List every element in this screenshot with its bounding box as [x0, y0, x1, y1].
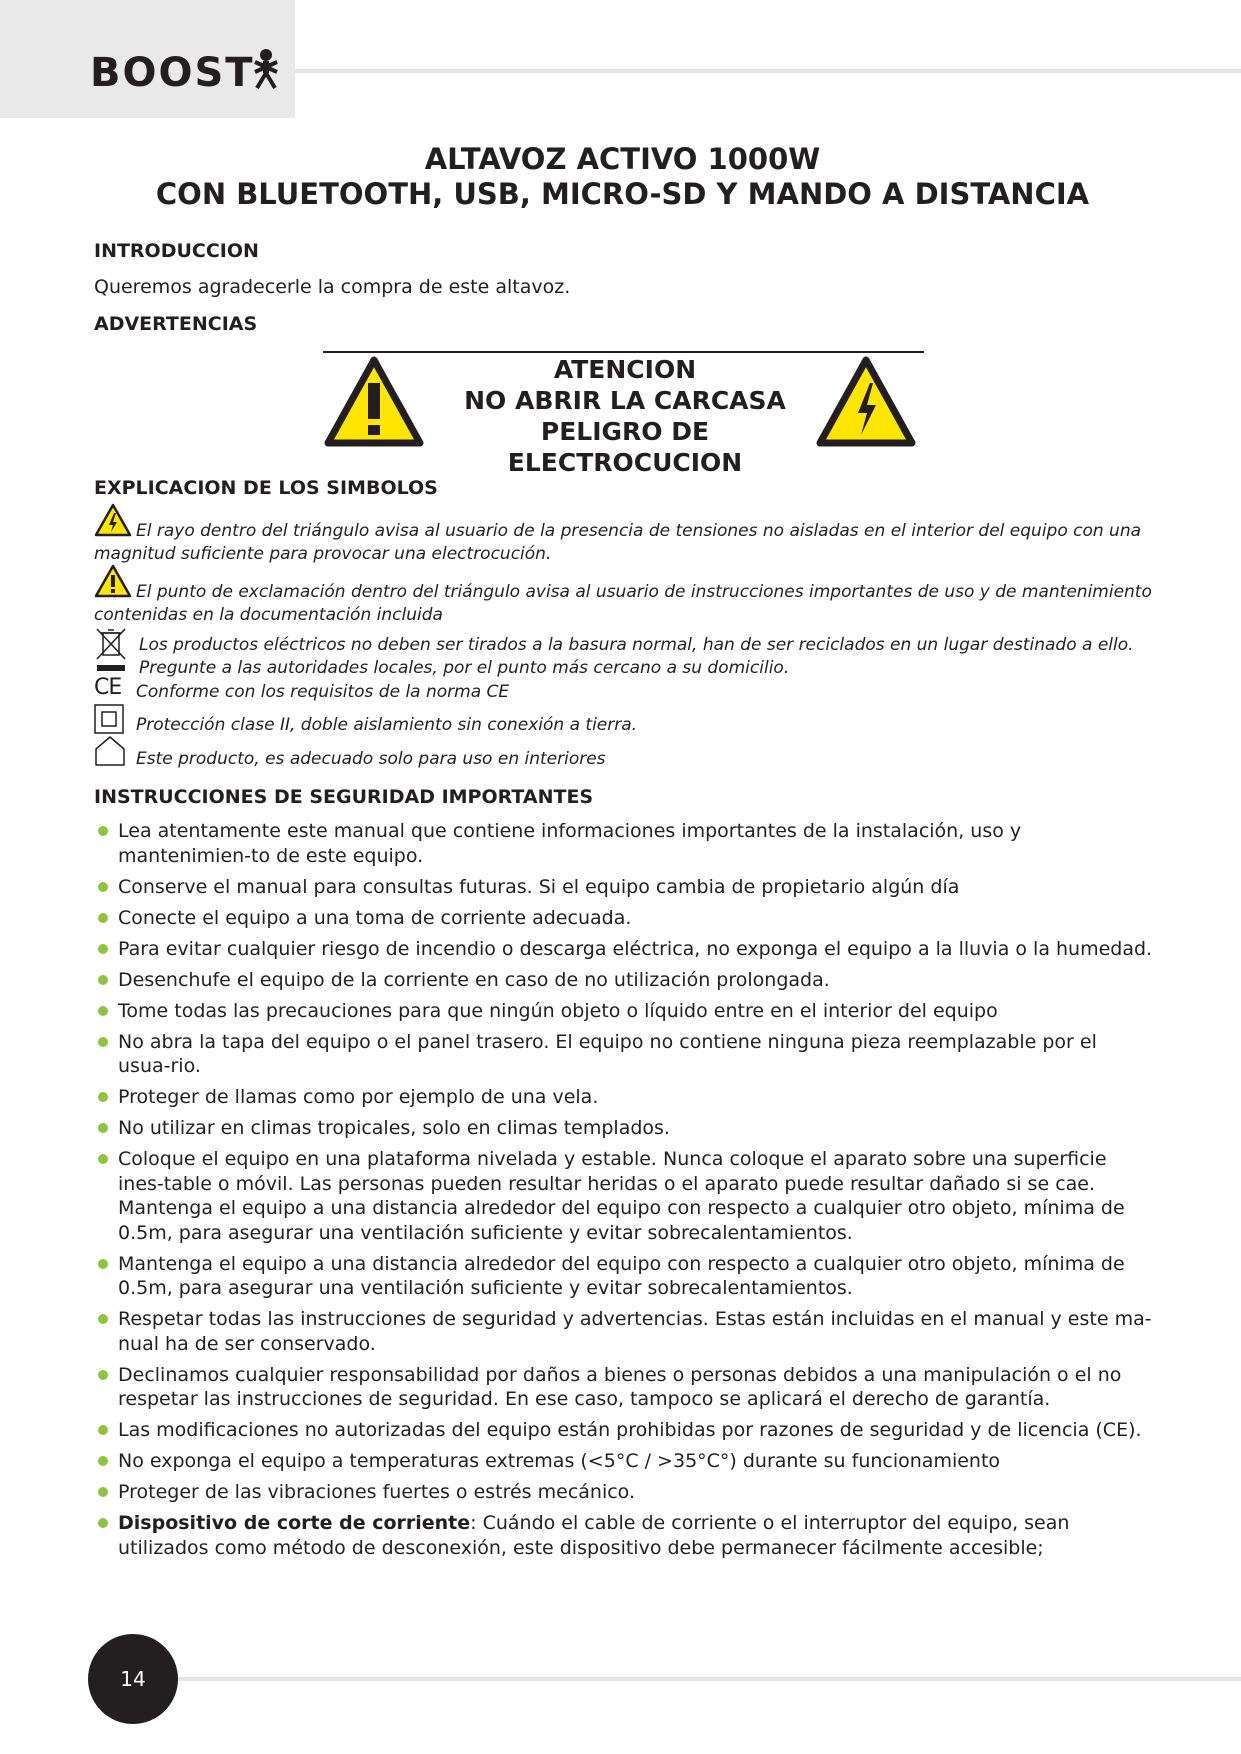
warning-message: [420, 354, 830, 478]
indoor-explanation: Este producto, es adecuado solo para uso en interiores: [136, 749, 606, 769]
list-item: Proteger de las vibraciones fuertes o estrés mecánico.: [94, 1480, 1154, 1505]
title-line-2: CON BLUETOOTH, USB, MICRO-SD Y MANDO A DISTANCIA: [155, 177, 1090, 211]
bullet-dot: [98, 1123, 108, 1133]
exclamation-explanation-line-2: contenidas en la documentación incluida: [94, 605, 443, 625]
bullet-dot: [98, 1006, 108, 1016]
list-item: No abra la tapa del equipo o el panel trasero. El equipo no contiene ninguna pieza reemplazable por el usua-rio.: [94, 1030, 1154, 1079]
safety-heading: INSTRUCCIONES DE SEGURIDAD IMPORTANTES: [94, 786, 594, 808]
bullet-dot: [98, 913, 108, 923]
list-item: Las modificaciones no autorizadas del equipo están prohibidas por razones de seguridad y de licencia (CE).: [94, 1418, 1154, 1443]
header-divider: [295, 69, 1241, 73]
lightning-triangle-icon: [94, 503, 132, 537]
bullet-dot: [98, 826, 108, 836]
warning-divider: [323, 351, 924, 353]
page-number: 14: [88, 1634, 178, 1724]
list-item: Para evitar cualquier riesgo de incendio o descarga eléctrica, no exponga el equipo a la lluvia o la humedad.: [94, 937, 1154, 962]
bullet-dot: [98, 1487, 108, 1497]
weee-explanation-line-2: Pregunte a las autoridades locales, por el punto más cercano a su domicilio.: [139, 658, 790, 678]
list-item: Desenchufe el equipo de la corriente en caso de no utilización prolongada.: [94, 968, 1154, 993]
symbols-heading: EXPLICACION DE LOS SIMBOLOS: [94, 477, 438, 499]
bullet-dot: [98, 944, 108, 954]
bullet-dot: [98, 882, 108, 892]
bullet-dot: [98, 1518, 108, 1528]
bullet-dot: [98, 975, 108, 985]
ce-explanation: Conforme con los requisitos de la norma CE: [136, 682, 510, 702]
bullet-dot: [98, 1456, 108, 1466]
warning-line-1: ATENCION: [553, 355, 697, 384]
ce-mark-icon: CE: [94, 675, 122, 700]
bullet-dot: [98, 1425, 108, 1435]
exclamation-triangle-icon: [94, 564, 132, 598]
list-item: No utilizar en climas tropicales, solo en climas templados.: [94, 1116, 1154, 1141]
exclamation-warning-icon: [323, 355, 425, 450]
list-item: Respetar todas las instrucciones de seguridad y advertencias. Estas están incluidas en el manual y este ma-nual ha de ser conservado.: [94, 1307, 1154, 1356]
lightning-explanation-line-2: magnitud suficiente para provocar una electrocución.: [94, 544, 552, 564]
indoor-house-icon: [94, 735, 126, 767]
list-item: No exponga el equipo a temperaturas extremas (<5°C / >35°C°) durante su funcionamiento: [94, 1449, 1154, 1474]
class-ii-insulation-icon: [94, 704, 124, 734]
footer-divider: [178, 1677, 1241, 1681]
crossed-bin-icon: [94, 627, 128, 673]
list-item: Declinamos cualquier responsabilidad por daños a bienes o personas debidos a una manipulación o el no respetar las instrucciones de seguridad. En ese caso, tampoco se aplicará el derecho de garantía.: [94, 1363, 1154, 1412]
bullet-dot: [98, 1314, 108, 1324]
bullet-dot: [98, 1259, 108, 1269]
person-icon: [252, 48, 280, 90]
warnings-heading: ADVERTENCIAS: [94, 313, 258, 335]
list-item: Conserve el manual para consultas futuras. Si el equipo cambia de propietario algún día: [94, 875, 1154, 900]
weee-explanation-line-1: Los productos eléctricos no deben ser tirados a la basura normal, han de ser reciclados en un lugar destinado a ello.: [139, 635, 1134, 655]
warning-line-2: NO ABRIR LA CARCASA: [464, 386, 786, 415]
bullet-dot: [98, 1037, 108, 1047]
power-cutoff-label: Dispositivo de corte de corriente: [118, 1512, 471, 1534]
lightning-explanation-line-1: El rayo dentro del triángulo avisa al usuario de la presencia de tensiones no aisladas en el interior del equipo con una: [136, 521, 1142, 541]
exclamation-explanation-line-1: El punto de exclamación dentro del triángulo avisa al usuario de instrucciones importantes de uso y de mantenimiento: [136, 582, 1152, 602]
safety-instructions-list: [94, 819, 1154, 1567]
list-item: Coloque el equipo en una plataforma nivelada y estable. Nunca coloque el aparato sobre una superficie ines-table o móvil. Las personas pueden resultar heridas o el aparato puede resultar dañado si se cae. Mantenga el equipo a una distancia alrededor del equipo con respecto a cualquier otro objeto, mínima de 0.5m, para asegurar una ventilación suficiente y evitar sobrecalentamientos.: [94, 1147, 1154, 1245]
lightning-warning-icon: [815, 355, 917, 450]
list-item: Proteger de llamas como por ejemplo de una vela.: [94, 1085, 1154, 1110]
document-title: [95, 142, 1150, 212]
list-item: Tome todas las precauciones para que ningún objeto o líquido entre en el interior del equipo: [94, 999, 1154, 1024]
list-item: Dispositivo de corte de corriente: Cuándo el cable de corriente o el interruptor del equipo, sean utilizados como método de desconexión, este dispositivo debe permanecer fácilmente accesible;: [94, 1511, 1154, 1560]
brand-logo: BOOST: [90, 50, 255, 96]
list-item: Mantenga el equipo a una distancia alrededor del equipo con respecto a cualquier otro objeto, mínima de 0.5m, para asegurar una ventilación suficiente y evitar sobrecalentamientos.: [94, 1252, 1154, 1301]
intro-text: Queremos agradecerle la compra de este altavoz.: [94, 276, 571, 298]
class-ii-explanation: Protección clase II, doble aislamiento sin conexión a tierra.: [136, 715, 638, 735]
list-item: Conecte el equipo a una toma de corriente adecuada.: [94, 906, 1154, 931]
title-line-1: ALTAVOZ ACTIVO 1000W: [424, 142, 821, 176]
intro-heading: INTRODUCCION: [94, 240, 259, 262]
bullet-dot: [98, 1092, 108, 1102]
bullet-dot: [98, 1370, 108, 1380]
warning-line-3: PELIGRO DE ELECTROCUCION: [507, 417, 743, 477]
bullet-dot: [98, 1154, 108, 1164]
list-item: Lea atentamente este manual que contiene informaciones importantes de la instalación, uso y mantenimien-to de este equipo.: [94, 819, 1154, 868]
